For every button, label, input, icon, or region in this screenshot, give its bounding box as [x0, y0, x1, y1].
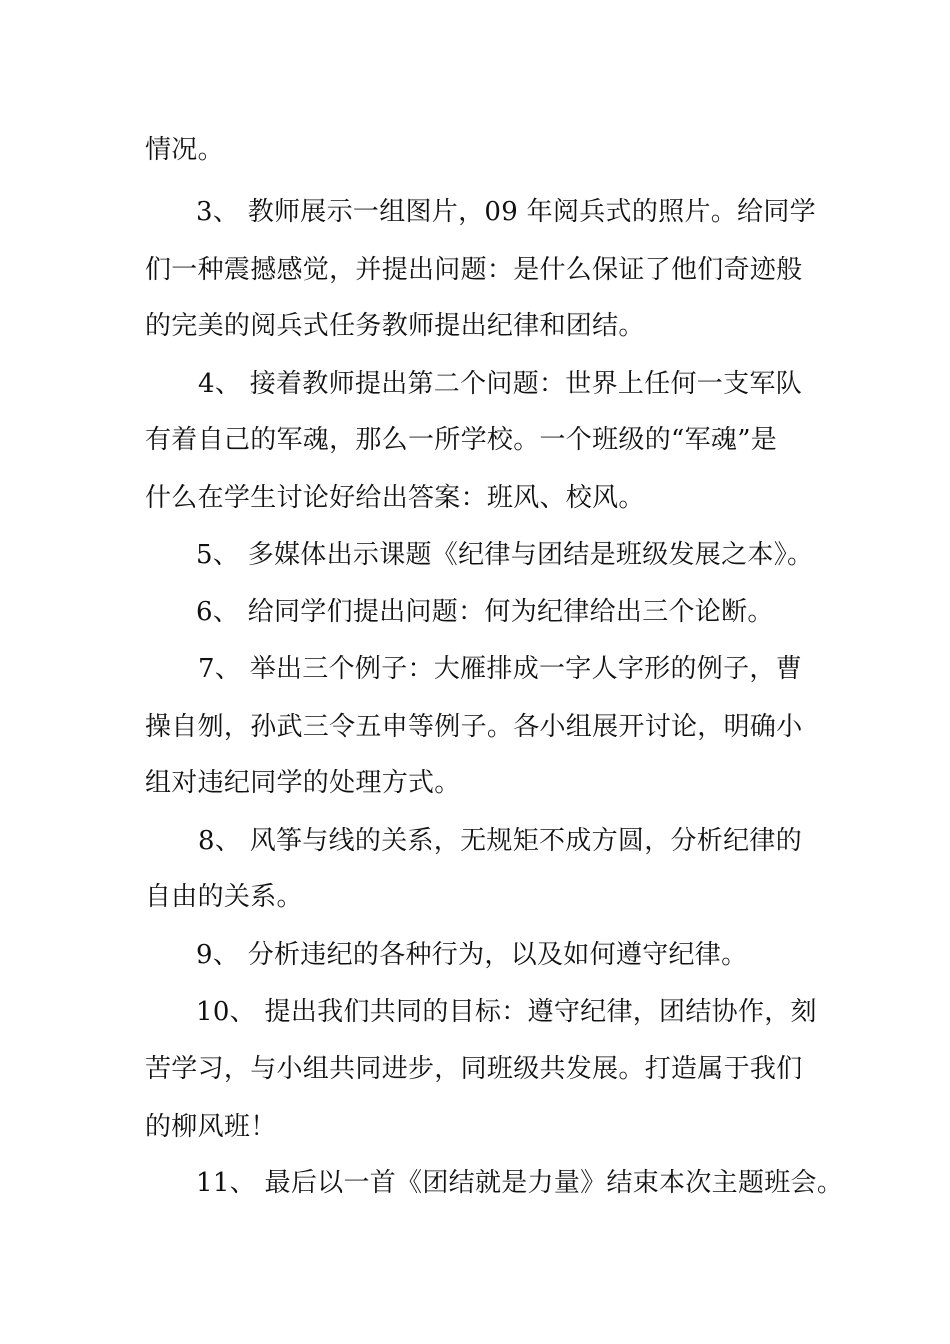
text-line: 有着自己的军魂，那么一所学校。一个班级的“军魂”是 [145, 425, 778, 455]
list-item-11-line: 11、 最后以一首《团结就是力量》结束本次主题班会。 [196, 1168, 844, 1198]
text-line: 们一种震撼感觉，并提出问题：是什么保证了他们奇迹般 [145, 255, 803, 285]
text-line: 苦学习，与小组共同进步，同班级共发展。打造属于我们 [145, 1054, 803, 1084]
list-item-8-line: 8、 风筝与线的关系，无规矩不成方圆，分析纪律的 [198, 826, 803, 856]
text-line: 什么在学生讨论好给出答案：班风、校风。 [145, 483, 645, 513]
text-line: 组对违纪同学的处理方式。 [145, 768, 461, 798]
text-line: 操自刎，孙武三令五申等例子。各小组展开讨论，明确小 [145, 712, 803, 742]
list-item-5-line: 5、 多媒体出示课题《纪律与团结是班级发展之本》。 [196, 540, 814, 570]
text-line: 的柳风班！ [145, 1112, 277, 1142]
list-item-7-line: 7、 举出三个例子：大雁排成一字人字形的例子，曹 [198, 654, 803, 684]
list-item-3-line: 3、 教师展示一组图片，09 年阅兵式的照片。给同学 [196, 197, 816, 227]
text-line: 自由的关系。 [145, 882, 303, 912]
text-line: 的完美的阅兵式任务教师提出纪律和团结。 [145, 311, 645, 341]
list-item-6-line: 6、 给同学们提出问题：何为纪律给出三个论断。 [196, 597, 774, 627]
list-item-9-line: 9、 分析违纪的各种行为，以及如何遵守纪律。 [196, 940, 748, 970]
text-line: 情况。 [145, 135, 224, 165]
list-item-4-line: 4、 接着教师提出第二个问题：世界上任何一支军队 [198, 369, 803, 399]
list-item-10-line: 10、 提出我们共同的目标：遵守纪律，团结协作，刻 [196, 997, 817, 1027]
